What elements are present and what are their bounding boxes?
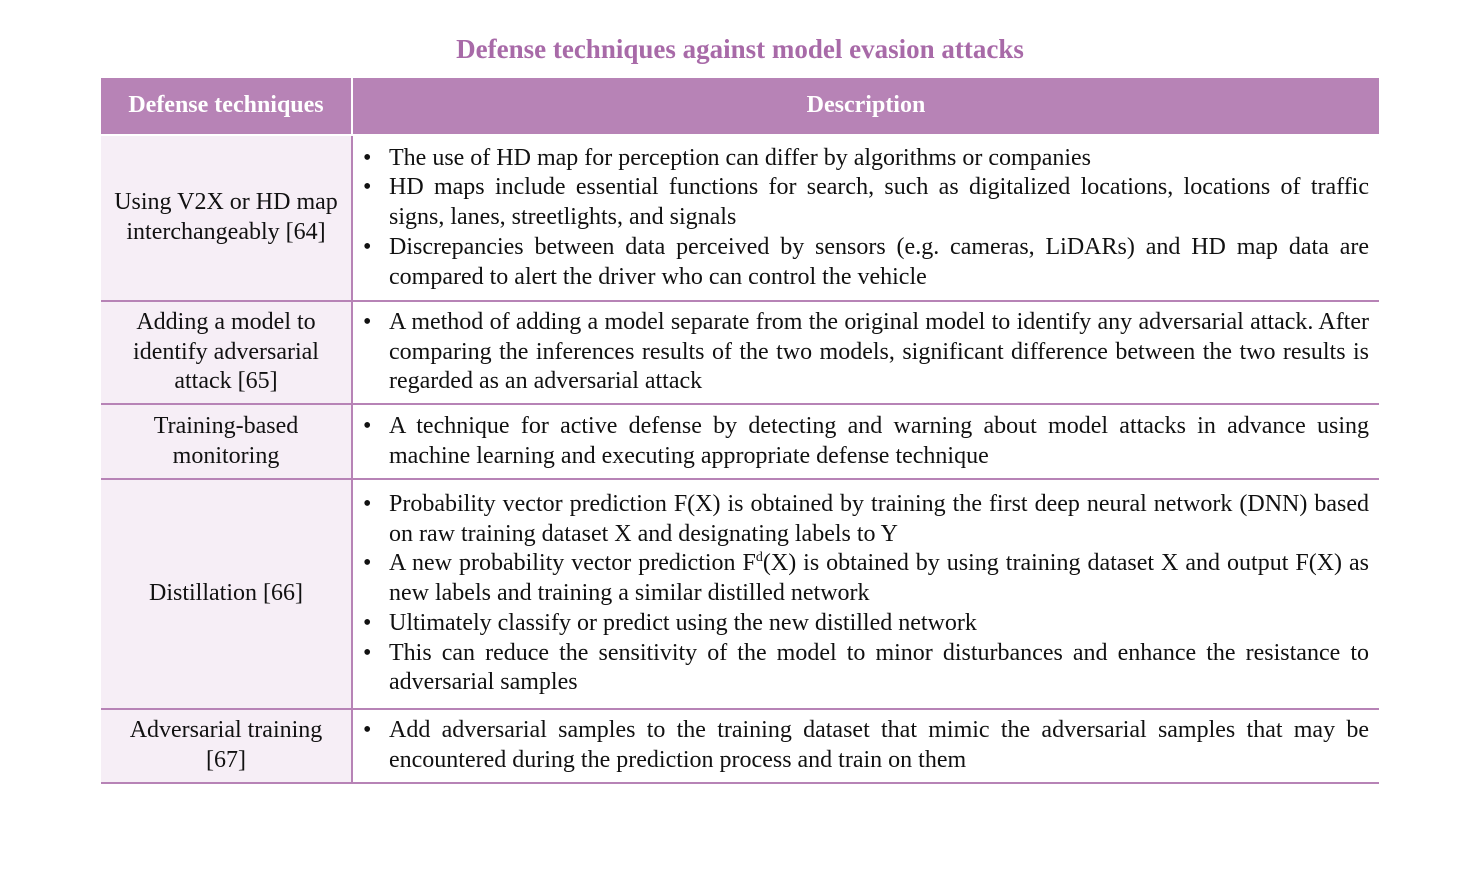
table-row [101, 135, 1379, 301]
bullet-item: • A technique for active defense by detecting and warning about model attacks in advance using machine learning and executing appropriate defense technique [361, 412, 1369, 471]
bullet-list [361, 144, 1369, 293]
bullet-list [361, 412, 1369, 471]
technique-cell: Using V2X or HD map interchangeably [64] [101, 135, 352, 301]
defense-techniques-table [101, 78, 1379, 784]
bullet-item: • Add adversarial samples to the training dataset that mimic the adversarial samples that may be encountered during the prediction process and train on them [361, 716, 1369, 775]
technique-cell: Adversarial training [67] [101, 709, 352, 783]
table-row [101, 709, 1379, 783]
description-cell [352, 135, 1379, 301]
header-defense-techniques: Defense techniques [101, 78, 352, 135]
bullet-item: • The use of HD map for perception can differ by algorithms or companies [361, 144, 1369, 174]
description-cell [352, 709, 1379, 783]
technique-cell: Training-based monitoring [101, 404, 352, 479]
bullet-text-end: (X) is obtained by using training dataset X and output F(X) as new labels and training a similar distilled network [389, 550, 1369, 607]
bullet-text-start: A new probability vector prediction F [389, 550, 756, 577]
bullet-item: • Discrepancies between data perceived by sensors (e.g. cameras, LiDARs) and HD map data are compared to alert the driver who can control the vehicle [361, 233, 1369, 292]
header-description: Description [352, 78, 1379, 135]
table-caption: Defense techniques against model evasion attacks [456, 34, 1024, 64]
technique-cell: Adding a model to identify adversarial attack [65] [101, 301, 352, 404]
table-row [101, 479, 1379, 709]
table-row [101, 301, 1379, 404]
bullet-item: • Probability vector prediction F(X) is obtained by training the first deep neural network (DNN) based on raw training dataset X and designating labels to Y [361, 490, 1369, 549]
bullet-item [361, 549, 1369, 608]
bullet-item: • This can reduce the sensitivity of the model to minor disturbances and enhance the resistance to adversarial samples [361, 639, 1369, 698]
bullet-item: • Ultimately classify or predict using the new distilled network [361, 609, 1369, 639]
bullet-list [361, 716, 1369, 775]
bullet-list [361, 490, 1369, 698]
description-cell [352, 301, 1379, 404]
table-header-row [101, 78, 1379, 135]
superscript-d: d [755, 550, 763, 566]
technique-cell: Distillation [66] [101, 479, 352, 709]
description-cell [352, 479, 1379, 709]
table-row [101, 404, 1379, 479]
description-cell [352, 404, 1379, 479]
bullet-list [361, 308, 1369, 397]
bullet-item: • HD maps include essential functions for search, such as digitalized locations, locations of traffic signs, lanes, streetlights, and signals [361, 173, 1369, 232]
bullet-item: • A method of adding a model separate from the original model to identify any adversarial attack. After comparing the inferences results of the two models, significant difference between the two results is regarded as an adversarial attack [361, 308, 1369, 397]
